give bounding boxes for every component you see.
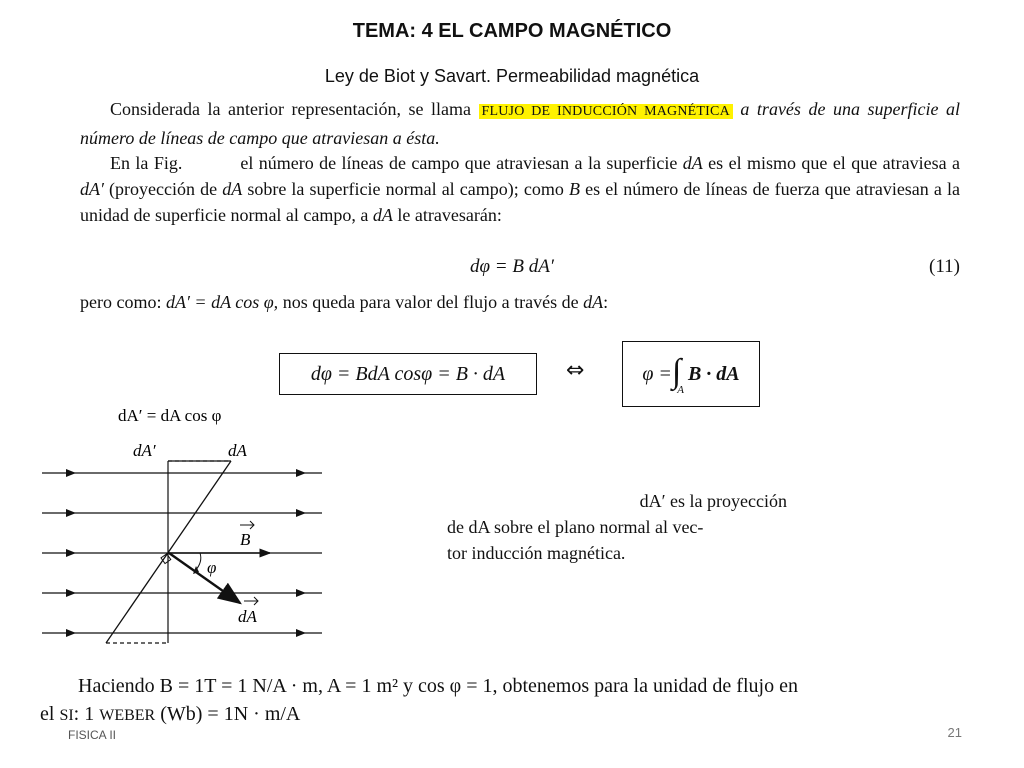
page-number: 21 (947, 725, 962, 740)
p2-a: En la Fig. (110, 153, 183, 173)
equation-number: (11) (929, 256, 960, 277)
weber-line-2-a: el (40, 703, 60, 725)
slide-subtitle: Ley de Biot y Savart. Permeabilidad magnética (324, 66, 700, 86)
p2-f: es el número de líneas de fuerza que atraviesan a la unidad de superficie normal al campo, a (80, 179, 960, 225)
weber-line-2-b: : 1 (73, 703, 100, 725)
pero-c: : (603, 292, 609, 312)
arrow-head-icon (296, 589, 306, 597)
p2-dA2: dA (222, 179, 243, 199)
p2-e: sobre la superficie normal al campo); como (242, 179, 569, 199)
p2-d: (proyección de (103, 179, 223, 199)
iff-symbol: ⇔ (566, 358, 585, 383)
arrow-head-icon (296, 629, 306, 637)
p2-dAp1: dA′ (80, 179, 104, 199)
si-label: SI (59, 707, 74, 724)
flux-differential-expr: dφ = BdA cosφ = B · dA (310, 362, 506, 385)
vector-arrow-icon (244, 597, 258, 605)
arrow-head-icon (66, 589, 76, 597)
label-B: B (240, 530, 251, 549)
side-line-3: tor inducción magnética. (447, 543, 626, 563)
integral-subscript: A (677, 384, 684, 396)
weber-line-1: Haciendo B = 1T = 1 N/A · m, A = 1 m² y cos φ = 1, obtenemos para la unidad de flujo en (78, 675, 798, 697)
pero-dA: dA (583, 292, 604, 312)
label-dA: dA (228, 441, 247, 460)
integral-sign: ∫ (671, 353, 682, 390)
figure-caption: dA′ = dA cos φ (118, 406, 222, 425)
weber-label: WEBER (99, 707, 156, 724)
side-line-1: dA′ es la proyección (639, 491, 787, 511)
p1-text-a: Considerada la anterior representación, se llama (110, 99, 479, 119)
arrow-head-icon (296, 469, 306, 477)
p2-dA1: dA (682, 153, 703, 173)
projection-description (447, 488, 787, 566)
weber-line-2-c: (Wb) = 1N · m/A (155, 703, 301, 725)
integral-rhs: B · dA (687, 362, 740, 385)
p1-text-b: a través de una superficie al número de líneas de campo que atraviesan a ésta. (80, 99, 960, 148)
p2-B: B (568, 179, 580, 199)
highlight-flujo: FLUJO DE INDUCCIÓN MAGNÉTICA (479, 104, 733, 119)
slide-title: TEMA: 4 EL CAMPO MAGNÉTICO (352, 20, 672, 42)
dA-normal-vector (169, 553, 240, 603)
arrow-head-icon (296, 509, 306, 517)
arrow-head-icon (66, 469, 76, 477)
side-line-2: de dA sobre el plano normal al vec- (447, 517, 704, 537)
arrow-head-icon (66, 509, 76, 517)
label-vec-dA: dA (238, 607, 257, 626)
label-dA-prime: dA′ (133, 441, 156, 460)
vector-arrow-icon (240, 521, 254, 529)
weber-line-2 (40, 700, 300, 730)
pero-b: nos queda para valor del flujo a través de (278, 292, 584, 312)
equation-11: dφ = B dA′ (470, 256, 554, 277)
arrow-head-icon (66, 629, 76, 637)
arrow-head-icon (66, 549, 76, 557)
p2-g: le atravesarán: (392, 205, 502, 225)
footer-course: FISICA II (68, 728, 117, 742)
pero-a: pero como: (80, 292, 166, 312)
p2-b: el número de líneas de campo que atraviesan a la superficie (240, 153, 683, 173)
p2-c: es el mismo que el que atraviesa a (702, 153, 960, 173)
weber-definition (40, 672, 1003, 725)
p2-dA3: dA (372, 205, 393, 225)
pero-expr: dA′ = dA cos φ, (165, 292, 279, 312)
label-phi: φ (207, 558, 217, 577)
integral-lhs: φ = (642, 362, 672, 385)
